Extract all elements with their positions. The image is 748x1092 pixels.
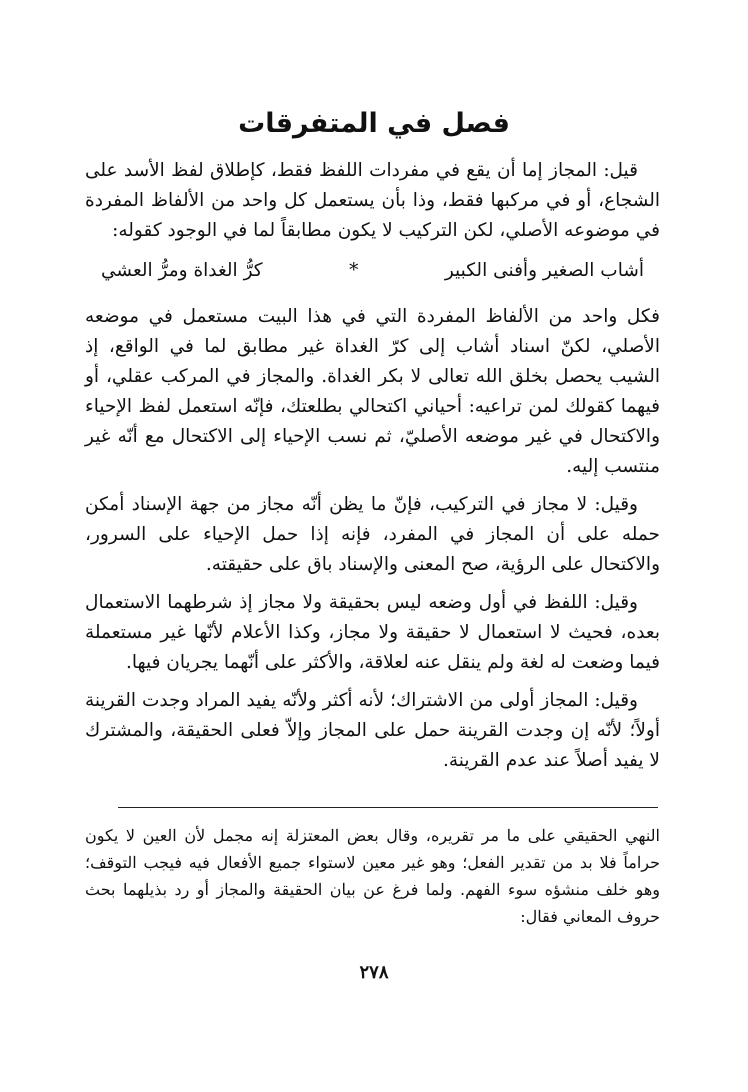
section-title: فصل في المتفرقات	[238, 108, 510, 139]
footnote-text: النهي الحقيقي على ما مر تقريره، وقال بعض المعتزلة إنه مجمل لأن العين لا يكون حراماً فلا بد من تقدير الفعل؛ وهو غير معين لاستواء جميع الأفعال فيه فيجب التوقف؛ وهو خلف منشؤه سوء الفهم. ولما فرغ عن بيان الحقيقة والمجاز أو رد بذيلهما بحث حروف المعاني فقال:	[85, 826, 660, 926]
footnote	[85, 822, 660, 930]
verse-first-hemistich: أشاب الصغير وأفنى الكبير	[444, 260, 644, 281]
paragraph-2: فكل واحد من الألفاظ المفردة التي في هذا البيت مستعمل في موضعه الأصلي، لكنّ اسناد أشاب إلى كرّ الغداة غير مطابق لما في الواقع، إذ الشيب يحصل بخلق الله تعالى لا بكر الغداة. والمجاز في المركب عقلي، أو فيهما كقولك لمن تراعيه: أحياني اكتحالي بطلعتك، فإنّه استعمل لفظ الإحياء والاكتحال في غير موضعه الأصليّ، ثم نسب الإحياء إلى الاكتحال مع أنّه غير منتسب إليه.	[85, 306, 660, 477]
paragraph-5: وقيل: المجاز أولى من الاشتراك؛ لأنه أكثر ولأنّه يفيد المراد وجدت القرينة أولاً؛ لأنّه إن وجدت القرينة حمل على المجاز وإلاّ فعلى الحقيقة، والمشترك لا يفيد أصلاً عند عدم القرينة.	[85, 690, 660, 771]
paragraph-4: وقيل: اللفظ في أول وضعه ليس بحقيقة ولا مجاز إذ شرطهما الاستعمال بعده، فحيث لا استعمال لا حقيقة ولا مجاز، وكذا الأعلام لأنّها غير مستعملة فيما وضعت له لغة ولم ينقل عنه لعلاقة، والأكثر على أنّهما يجريان فيها.	[85, 592, 660, 673]
paragraph-1: قيل: المجاز إما أن يقع في مفردات اللفظ فقط، كإطلاق لفظ الأسد على الشجاع، أو في مركبها فقط، وذا بأن يستعمل كل واحد من الألفاظ المفردة في موضوعه الأصلي، لكن التركيب لا يكون مطابقاً لما في الوجود كقوله:	[85, 160, 660, 241]
page-number: ٢٧٨	[359, 962, 389, 983]
footnote-divider	[118, 807, 658, 808]
poetry-verse	[85, 254, 660, 288]
verse-separator: *	[349, 260, 359, 281]
verse-second-hemistich: كرُّ الغداة ومرُّ العشي	[101, 260, 263, 281]
main-text	[85, 156, 660, 784]
paragraph-3: وقيل: لا مجاز في التركيب، فإنّ ما يظن أنّه مجاز من جهة الإسناد أمكن حمله على أن المجاز في المفرد، فإنه إذا حمل الإحياء على السرور، والاكتحال على الرؤية، صح المعنى والإسناد باق على حقيقته.	[85, 494, 660, 575]
